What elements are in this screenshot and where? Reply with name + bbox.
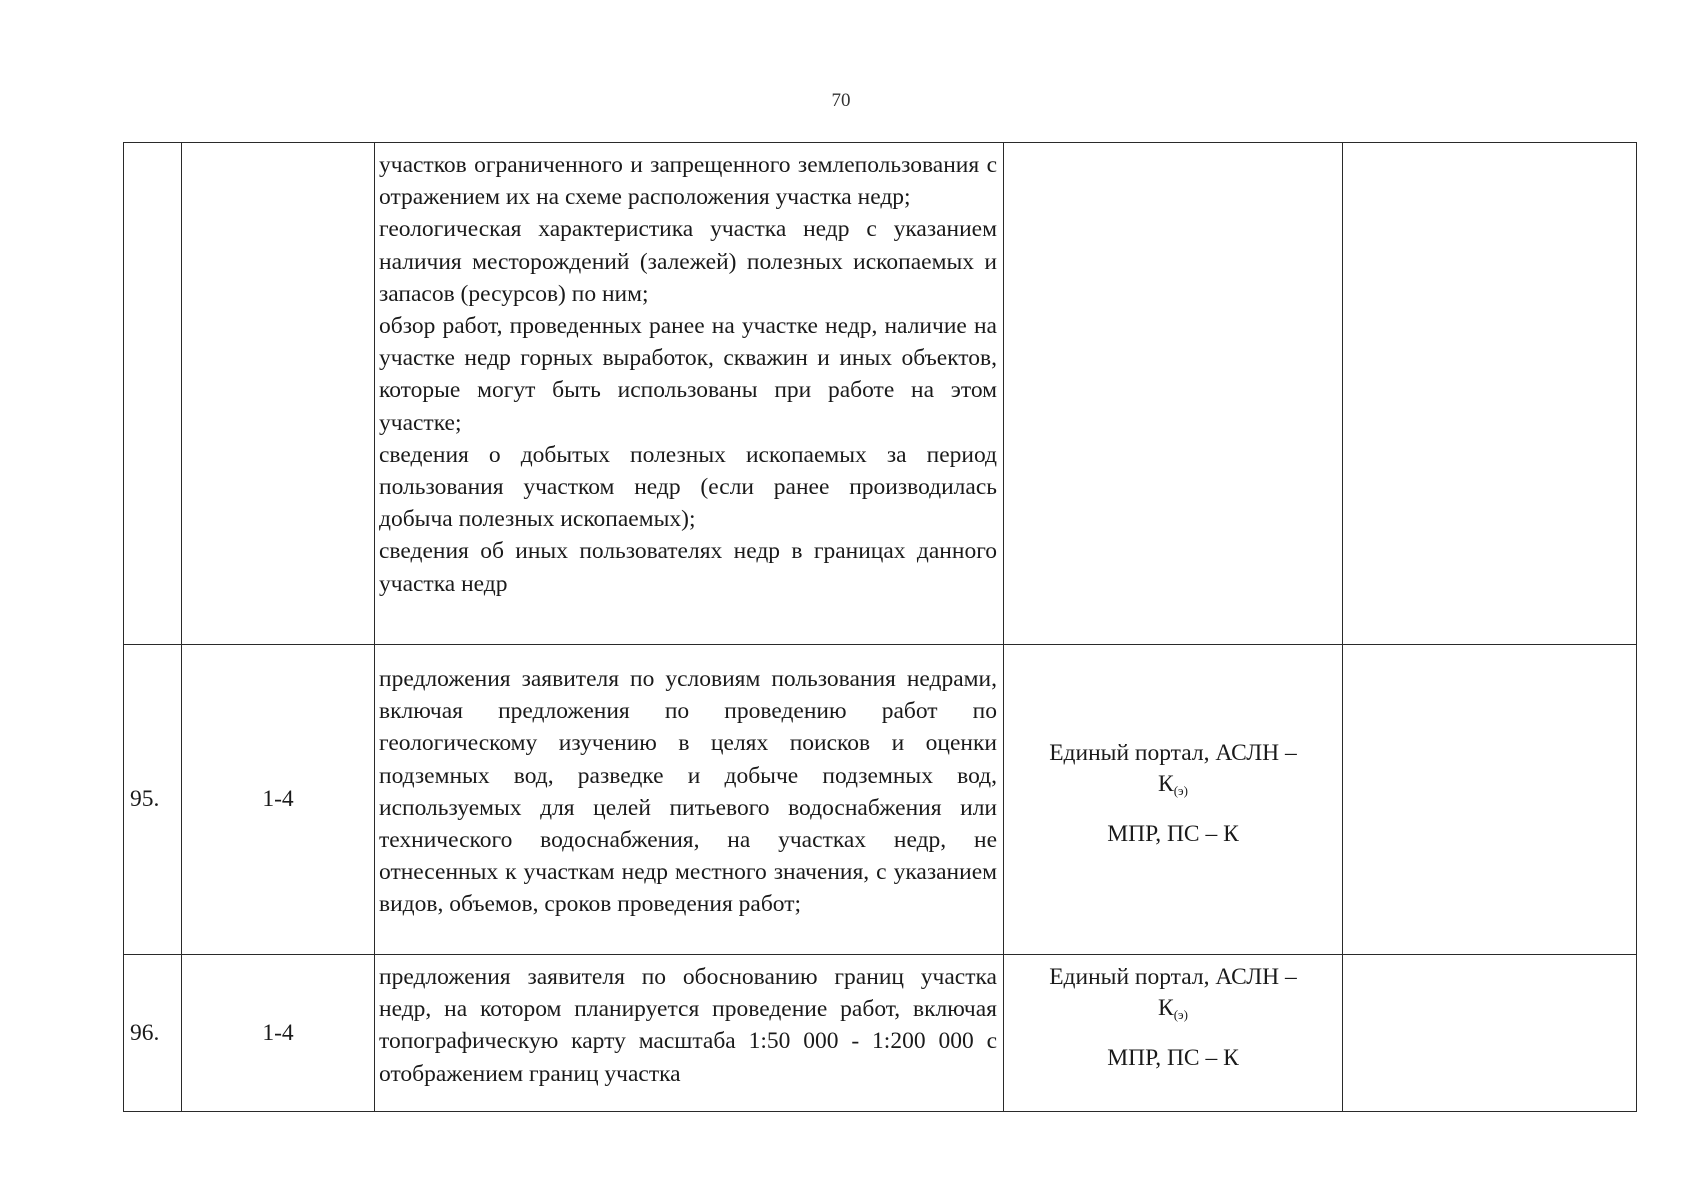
table-row: [124, 143, 1637, 645]
page-number: 70: [831, 90, 851, 111]
description-paragraph: геологическая характеристика участка недр с указанием наличия месторождений (залежей) полезных ископаемых и запасов (ресурсов) по ним;: [379, 216, 997, 307]
row-number-cell: [124, 143, 182, 645]
table-row: [124, 955, 1637, 1112]
row-note-cell: [1343, 143, 1637, 645]
requirements-table: [123, 142, 1637, 1112]
source-k-label: $К_{(э)}$: [1158, 995, 1188, 1022]
row-source-cell: [1004, 955, 1343, 1112]
row-description-cell: [375, 143, 1004, 645]
row-code-cell: [182, 143, 375, 645]
description-paragraph: предложения заявителя по условиям пользования недрами, включая предложения по проведению работ по геологическому изучению в целях поисков и оценки подземных вод, разведке и добыче подземных вод, используемых для целей питьевого водоснабжения или технического водоснабжения, на участках недр, не отнесенных к участкам недр местного значения, с указанием видов, объемов, сроков проведения работ;: [379, 666, 997, 918]
source-mpr-label: МПР, ПС – К: [1107, 821, 1239, 847]
description-paragraph: предложения заявителя по обоснованию границ участка недр, на котором планируется проведение работ, включая топографическую карту масштаба 1:50 000 - 1:200 000 с отображением границ участка: [379, 964, 997, 1087]
description-paragraph: сведения о добытых полезных ископаемых за период пользования участком недр (если ранее производилась добыча полезных ископаемых);: [379, 441, 997, 533]
row-source-cell: [1004, 143, 1343, 645]
source-portal-label: Единый портал, АСЛН –: [1049, 740, 1297, 766]
row-description-cell: [375, 955, 1004, 1112]
source-k-label: $К_{(э)}$: [1158, 771, 1188, 798]
row-code-cell: 1-4: [182, 955, 375, 1112]
row-note-cell: [1343, 955, 1637, 1112]
source-portal-label: Единый портал, АСЛН –: [1049, 964, 1297, 990]
description-paragraph: обзор работ, проведенных ранее на участке недр, наличие на участке недр горных выработок, скважин и иных объектов, которые могут быть использованы при работе на этом участке;: [379, 313, 997, 436]
description-paragraph: участков ограниченного и запрещенного землепользования с отражением их на схеме расположения участка недр;: [379, 152, 997, 211]
table-row: [124, 645, 1637, 955]
row-source-cell: [1004, 645, 1343, 955]
source-mpr-label: МПР, ПС – К: [1107, 1045, 1239, 1071]
row-code-cell: 1-4: [182, 645, 375, 955]
row-description-cell: [375, 645, 1004, 955]
row-number-cell: 95.: [124, 645, 182, 955]
row-number-cell: 96.: [124, 955, 182, 1112]
description-paragraph: сведения об иных пользователях недр в границах данного участка недр: [379, 538, 997, 597]
row-note-cell: [1343, 645, 1637, 955]
